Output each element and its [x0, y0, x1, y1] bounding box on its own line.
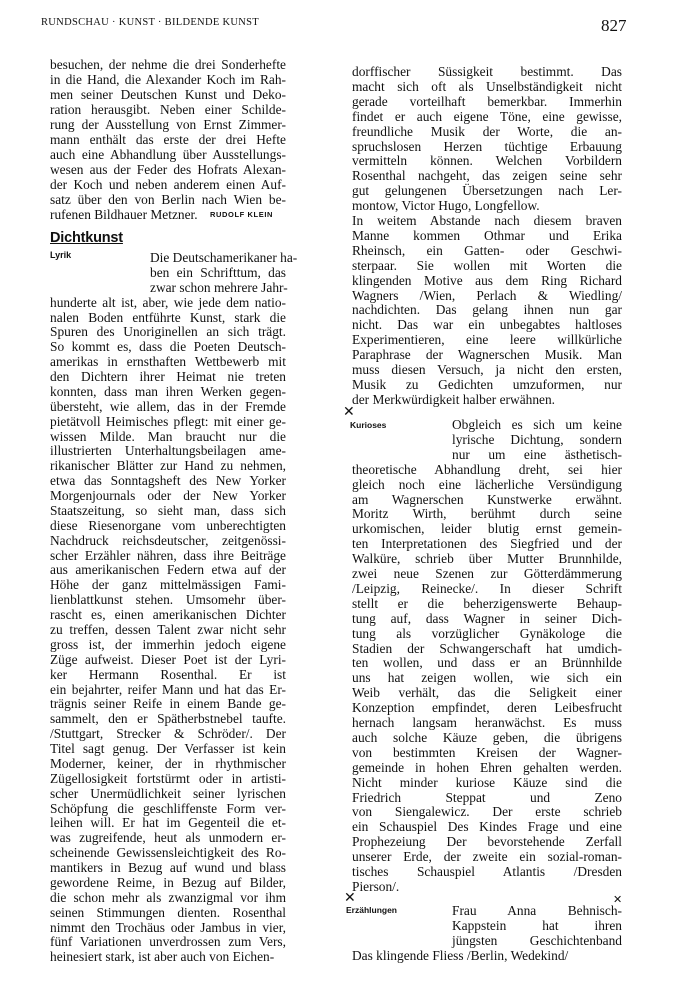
text-line: nicht. Das war ein unbegabtes haltloses: [352, 317, 622, 333]
text-line: Rosenthal nachgeht, das zeigen seine sehr: [352, 168, 622, 184]
text-line: Staatszeitung, so sieht man, dass sich: [50, 502, 286, 518]
text-line: etwa das Sonntagsheft des New Yorker: [50, 473, 286, 489]
text-line: macht sich oft als Unselbständigkeit nicht: [352, 78, 622, 94]
text-line: der Merkwürdigkeit halber erwähnen.: [352, 391, 556, 407]
section-divider-cross-icon: ✕: [613, 893, 623, 906]
running-head: RUNDSCHAU · KUNST · BILDENDE KUNST: [41, 17, 259, 28]
text-line: mann enthält das erste der drei Hefte: [50, 131, 286, 147]
text-line: Nicht minder kuriose Käuze sind die: [352, 774, 622, 790]
text-line: Experimentieren, eine leere willkürliche: [352, 332, 622, 348]
text-line: aus amerikanischen Federn etwa auf der: [50, 562, 286, 578]
text-line: ein bejahrter, reifer Mann und hat das Er-: [50, 681, 286, 697]
text-line: urkomischen, leider blutig ernst gemein-: [352, 521, 622, 537]
text-line: Schöpfung die geschliffenste Form ver-: [50, 800, 286, 816]
text-line: Züge aufweist. Dieser Poet ist der Lyri-: [50, 651, 286, 667]
text-line: Nachdruck reichsdeutscher, zeitgenössi-: [50, 532, 286, 548]
text-line: heinesiert stark, ist aber auch von Eichen-: [50, 949, 275, 965]
text-line: übersteht, wie allem, das in der Fremde: [50, 398, 286, 414]
sublabel-lyrik: Lyrik: [50, 250, 72, 260]
text-line: trägnis seiner Reife in einem Bande ge-: [50, 696, 286, 712]
text-line: montow, Victor Hugo, Longfellow.: [352, 198, 540, 214]
text-line: ration herausgibt. Neben einer Schilde-: [50, 101, 286, 117]
text-line: Morgenjournals oder der New Yorker: [50, 488, 286, 504]
text-line: scheinende Gewissensleichtigkeit des Ro-: [50, 845, 286, 861]
text-line: Pierson/.: [352, 878, 400, 894]
text-line: Rheinsch, ein Gatten- oder Geschwi-: [352, 242, 622, 258]
section-heading-dichtkunst: Dichtkunst: [50, 230, 123, 246]
text-line: amerikas in ernsthaften Wettbewerb mit: [50, 354, 286, 370]
text-line: theoretische Abhandlung dreht, sei hier: [352, 461, 622, 477]
text-line: rufenen Bildhauer Metzner.: [50, 206, 198, 222]
text-line: hunderte alt ist, aber, wie jede dem natio-: [50, 294, 286, 310]
sublabel-kurioses: Kurioses: [350, 420, 387, 430]
text-line: rascht es, einen amerikanischen Dichter: [50, 607, 286, 623]
text-line: ten Interpretationen des Siegfried und der: [352, 536, 622, 552]
text-line: der Koch und neben anderem einen Auf-: [50, 176, 286, 192]
text-line: unserer Erde, der zweite ein sozial-roman-: [352, 849, 622, 865]
text-line: wesen aus der Feder des Hofrats Alexan-: [50, 161, 286, 177]
text-line: besuchen, der nehme die drei Sonderhefte: [50, 57, 286, 72]
text-line: stellt er die beherzigenswerte Behaup-: [352, 595, 622, 611]
text-line: Kappstein hat ihren: [452, 917, 622, 933]
text-line: Höhe der ganz mittelmässigen Fami-: [50, 577, 286, 593]
text-line: /Stuttgart, Strecker & Schröder/. Der: [50, 726, 286, 742]
text-line: konnten, dass man ihren Werken gegen-: [50, 383, 286, 399]
text-line: Spuren des Unoriginellen an sich trägt.: [50, 324, 286, 340]
text-line: sammelt, den er Spätherbstnebel taufte.: [50, 711, 286, 727]
text-line: Prophezeiung Der bevorstehende Zerfall: [352, 834, 622, 850]
text-line: gut gelungenen Übersetzungen nach Ler-: [352, 183, 622, 199]
text-line: findet er auch eigene Töne, eine gewisse,: [352, 108, 622, 124]
text-line: rikanischer Blätter zur Hand zu nehmen,: [50, 458, 286, 474]
text-line: Friedrich Steppat und Zeno: [352, 789, 622, 805]
text-line: spruchslosen Herzen tüchtige Erbauung: [352, 138, 622, 154]
text-line: Zügellosigkeit fortstürmt oder in artisti-: [50, 770, 286, 786]
text-line: klingenden Motive aus dem Ring Richard: [352, 272, 622, 288]
text-line: Paraphrase der Wagnerschen Musik. Man: [352, 347, 622, 363]
text-line: in die Hand, die Alexander Koch im Rah-: [50, 71, 286, 87]
text-line: diese Riesenorgane vom unberechtigten: [50, 517, 286, 533]
text-line: leihen will. Er hat im Gegenteil die et-: [50, 815, 286, 831]
author-signature: RUDOLF KLEIN: [210, 210, 274, 219]
text-line: Frau Anna Behnisch-: [452, 903, 622, 918]
text-line: den Dichtern ihrer Heimat nie treten: [50, 369, 286, 385]
text-line: Moritz Wirth, berühmt durch seine: [352, 506, 622, 522]
text-line: gerade vorteilhaft bemerkbar. Immerhin: [352, 93, 622, 109]
text-line: gewordene Reime, in Bezug auf Bilder,: [50, 874, 286, 890]
text-line: auch solche Käuze geben, die übrigens: [352, 729, 622, 745]
text-line: lyrische Dichtung, sondern: [452, 431, 622, 447]
text-line: Die Deutschamerikaner ha-: [150, 250, 298, 265]
text-line: Obgleich es sich um keine: [452, 417, 622, 432]
text-line: die schon mehr als zwanzigmal vor ihm: [50, 889, 286, 905]
text-line: von Siengalewicz. Der erste schrieb: [352, 804, 622, 820]
text-line: wissen Milde. Man braucht nur die: [50, 428, 286, 444]
text-line: nachdichten. Das gelang ihnen nun gar: [352, 302, 622, 318]
text-line: dorffischer Süssigkeit bestimmt. Das: [352, 64, 622, 79]
text-line: ker Hermann Rosenthal. Er ist: [50, 666, 286, 682]
text-line: lienblattkunst stehen. Umsomehr über-: [50, 592, 286, 608]
text-line: In weitem Abstande nach diesem braven: [352, 213, 622, 228]
text-line: ten wollen, und dass er an Brünnhilde: [352, 655, 622, 671]
text-line: rung der Ausstellung von Ernst Zimmer-: [50, 116, 286, 132]
page-number: 827: [601, 16, 627, 35]
text-line: satz über den von Berlin nach Wien be-: [50, 191, 286, 207]
text-line: /Leipzig, Reinecke/. In dieser Schrift: [352, 580, 622, 596]
text-line: uns hat zeigen wollen, wie sich ein: [352, 670, 622, 686]
text-line: scher Unermüdlichkeit seiner lyrischen: [50, 785, 286, 801]
text-line: ein Schauspiel Des Kindes Frage und eine: [352, 819, 622, 835]
text-line: Walküre, schrieb über Mutter Brunnhilde,: [352, 551, 622, 567]
text-line: gleich noch eine lächerliche Versündigung: [352, 476, 622, 492]
text-line: was zugreifende, heut als unmodern er-: [50, 830, 286, 846]
section-divider-cross-icon: ✕: [344, 890, 356, 906]
text-line: Wagners /Wien, Perlach & Wiedling/: [352, 287, 622, 303]
text-line: vermitteln können. Welchen Vorbildern: [352, 153, 622, 169]
text-line: illustrierten Unterhaltungsbeilagen ame-: [50, 443, 286, 459]
text-line: Titel sagt genug. Der Verfasser ist kein: [50, 741, 286, 757]
sublabel-erzaehlungen: Erzählungen: [346, 905, 398, 915]
text-line: am Wagnerschen Kunstwerke erwähnt.: [352, 491, 622, 507]
text-line: zwar schon mehrere Jahr-: [150, 279, 288, 295]
text-line: mantikers in Bezug auf wund und blass: [50, 860, 286, 876]
text-line: pietätvoll Heimisches pflegt: mit einer ge-: [50, 413, 286, 429]
text-line: jüngsten Geschichtenband: [452, 932, 622, 948]
text-line: tung als vorzüglicher Gynäkologe die: [352, 625, 622, 641]
text-line: zwei neue Szenen zur Götterdämmerung: [352, 566, 622, 581]
text-line: fünf Variationen unverdrossen zum Vers,: [50, 934, 286, 950]
text-line: von bestimmten Kreisen der Wagner-: [352, 744, 622, 760]
text-line: men seiner Deutschen Kunst und Deko-: [50, 86, 286, 102]
text-line: gross ist, der immerhin jedoch eigene: [50, 636, 286, 652]
text-line: gemeinde in hohen Ehren gehalten werden.: [352, 759, 622, 775]
text-line: Moderner, keiner, der in rhythmischer: [50, 755, 286, 771]
text-line: nalen Boden entführte Kunst, stark die: [50, 309, 286, 325]
text-line: zu treffen, dessen Talent zwar nicht sehr: [50, 622, 286, 637]
text-line: Konzeption empfindet, deren Leibesfrucht: [352, 700, 622, 716]
text-line: tung auf, dass Wagner in seiner Dich-: [352, 610, 622, 626]
text-line: Manne kommen Othmar und Erika: [352, 227, 622, 243]
text-line: Stadien der Schwangerschaft hat umdich-: [352, 640, 622, 656]
text-line: So kommt es, dass die Poeten Deutsch-: [50, 339, 286, 355]
text-line: nimmt den Trochäus oder Jambus in vier,: [50, 919, 286, 935]
text-line: sterpaar. Sie wollen mit Worten die: [352, 257, 622, 273]
text-line: nur um eine ästhetisch-: [452, 446, 622, 462]
section-divider-cross-icon: ✕: [343, 404, 355, 420]
text-line: Weib verhält, das die Seligkeit einer: [352, 685, 622, 701]
text-line: freundliche Musik der Worte, die an-: [352, 123, 622, 139]
text-line: tisches Schauspiel Atlantis /Dresden: [352, 864, 622, 879]
text-line: Musik zu Gedichten umzuformen, nur: [352, 376, 622, 392]
text-line: seinen Stimmungen dienten. Rosenthal: [50, 904, 286, 920]
text-line: muss diesen Versuch, ja nicht den ersten,: [352, 362, 622, 377]
text-line: hernach langsam heranwächst. Es muss: [352, 715, 622, 730]
text-line: ben ein Schrifttum, das: [150, 264, 286, 280]
text-line: Das klingende Fliess /Berlin, Wedekind/: [352, 947, 569, 963]
text-line: auch eine Abhandlung über Ausstellungs-: [50, 146, 286, 162]
text-line: scher Erzähler nähren, dass ihre Beiträge: [50, 547, 286, 563]
